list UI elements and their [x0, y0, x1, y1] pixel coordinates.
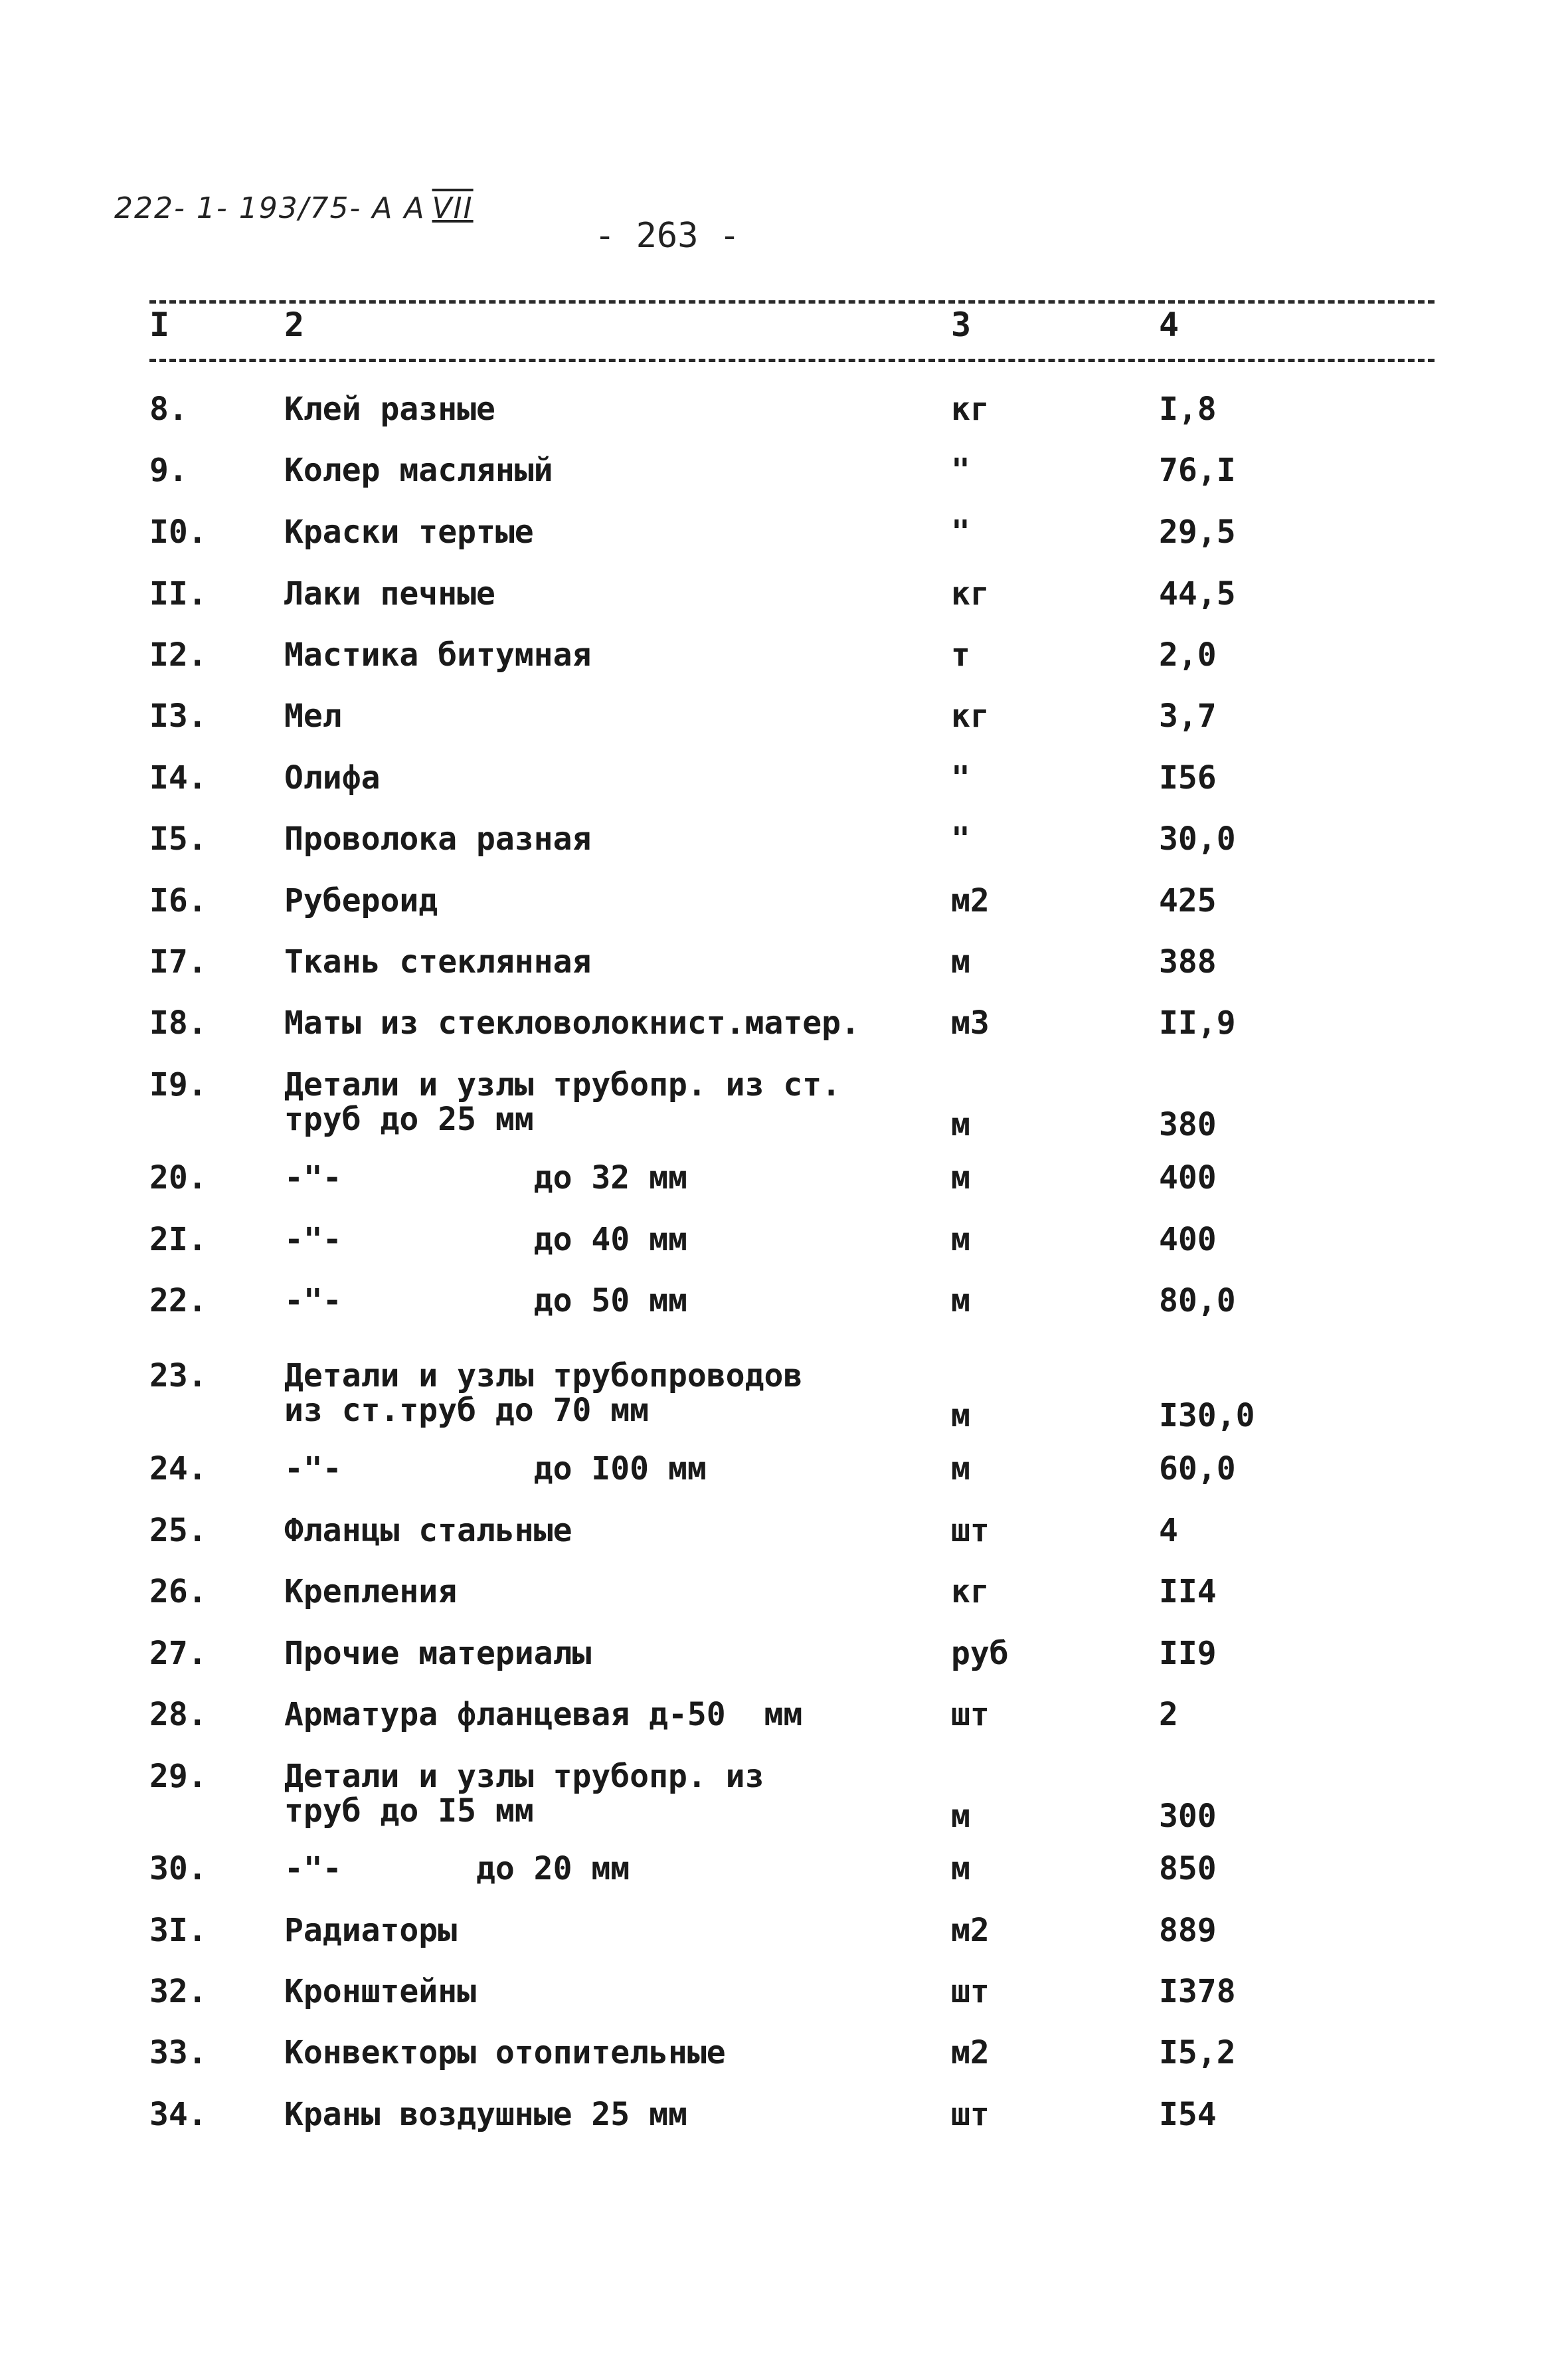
row-number: 8. — [149, 391, 188, 428]
table-top-rule — [149, 300, 1435, 304]
row-number: 29. — [149, 1758, 207, 1795]
row-quantity: 3,7 — [1159, 698, 1217, 735]
row-number: 32. — [149, 1973, 207, 2010]
row-number: 24. — [149, 1450, 207, 1487]
row-quantity: II,9 — [1159, 1004, 1236, 1042]
row-quantity: 300 — [1159, 1798, 1217, 1835]
row-unit: м — [951, 1159, 970, 1196]
row-material-name: Маты из стекловолокнист.матер. — [284, 1004, 860, 1042]
row-unit: " — [951, 759, 970, 797]
row-quantity: 60,0 — [1159, 1450, 1236, 1487]
row-unit: м — [951, 1450, 970, 1487]
row-number: I9. — [149, 1066, 207, 1103]
row-material-name: Олифа — [284, 759, 381, 797]
row-quantity: 30,0 — [1159, 820, 1236, 858]
row-quantity: 400 — [1159, 1159, 1217, 1196]
row-number: 9. — [149, 452, 188, 489]
document-code-roman: VII — [432, 191, 474, 225]
row-material-name: Конвекторы отопительные — [284, 2034, 726, 2071]
row-number: I3. — [149, 698, 207, 735]
row-quantity: 29,5 — [1159, 514, 1236, 551]
row-unit: кг — [951, 1573, 990, 1610]
row-number: I6. — [149, 882, 207, 919]
row-number: 34. — [149, 2096, 207, 2133]
row-material-name: Клей разные — [284, 391, 495, 428]
row-quantity: 425 — [1159, 882, 1217, 919]
row-number: 27. — [149, 1635, 207, 1672]
row-material-name: Детали и узлы трубопр. из ст. труб до 25 мм — [284, 1066, 841, 1138]
row-number: I7. — [149, 943, 207, 981]
row-number: 33. — [149, 2034, 207, 2071]
row-material-name: Краны воздушные 25 мм — [284, 2096, 687, 2133]
row-material-name: -"- до 40 мм — [284, 1221, 687, 1258]
row-material-name: -"- до I00 мм — [284, 1450, 707, 1487]
row-number: 28. — [149, 1696, 207, 1733]
column-header-4: 4 — [1159, 306, 1179, 344]
row-unit: кг — [951, 391, 990, 428]
row-material-name: Краски тертые — [284, 514, 534, 551]
row-unit: м — [951, 1798, 970, 1835]
row-number: I5. — [149, 820, 207, 858]
row-unit: т — [951, 636, 970, 674]
row-quantity: I30,0 — [1159, 1397, 1255, 1434]
column-header-3: 3 — [951, 306, 972, 344]
row-quantity: 388 — [1159, 943, 1217, 981]
row-quantity: 2,0 — [1159, 636, 1217, 674]
row-material-name: Проволока разная — [284, 820, 592, 858]
row-material-name: Радиаторы — [284, 1912, 458, 1949]
row-material-name: Колер масляный — [284, 452, 553, 489]
row-unit: м — [951, 943, 970, 981]
row-quantity: 80,0 — [1159, 1282, 1236, 1319]
column-header-2: 2 — [284, 306, 305, 344]
row-unit: м — [951, 1106, 970, 1143]
row-material-name: Лаки печные — [284, 575, 495, 612]
row-material-name: Кронштейны — [284, 1973, 476, 2010]
document-code — [114, 191, 474, 225]
row-number: 22. — [149, 1282, 207, 1319]
table-header-rule — [149, 359, 1435, 362]
row-number: II. — [149, 575, 207, 612]
row-material-name: Мел — [284, 698, 342, 735]
row-number: 26. — [149, 1573, 207, 1610]
row-quantity: 2 — [1159, 1696, 1178, 1733]
row-number: 3I. — [149, 1912, 207, 1949]
row-unit: кг — [951, 575, 990, 612]
row-unit: м3 — [951, 1004, 990, 1042]
row-material-name: -"- до 20 мм — [284, 1850, 630, 1887]
row-material-name: Крепления — [284, 1573, 458, 1610]
row-number: 2I. — [149, 1221, 207, 1258]
row-quantity: 889 — [1159, 1912, 1217, 1949]
row-quantity: II4 — [1159, 1573, 1217, 1610]
row-number: 20. — [149, 1159, 207, 1196]
row-material-name: Детали и узлы трубопр. из труб до I5 мм — [284, 1758, 764, 1830]
column-header-1: I — [149, 306, 170, 344]
row-quantity: 400 — [1159, 1221, 1217, 1258]
row-unit: м2 — [951, 882, 990, 919]
row-unit: м2 — [951, 1912, 990, 1949]
row-material-name: -"- до 50 мм — [284, 1282, 687, 1319]
page-number: - 263 - — [594, 216, 740, 256]
row-unit: кг — [951, 698, 990, 735]
row-unit: " — [951, 514, 970, 551]
row-material-name: Детали и узлы трубопроводов из ст.труб до 70 мм — [284, 1357, 803, 1429]
row-quantity: 76,I — [1159, 452, 1236, 489]
row-number: I4. — [149, 759, 207, 797]
row-material-name: Ткань стеклянная — [284, 943, 592, 981]
row-number: I2. — [149, 636, 207, 674]
row-quantity: 850 — [1159, 1850, 1217, 1887]
row-unit: шт — [951, 2096, 990, 2133]
row-unit: м — [951, 1850, 970, 1887]
row-quantity: 4 — [1159, 1512, 1178, 1549]
row-number: 23. — [149, 1357, 207, 1394]
row-unit: " — [951, 820, 970, 858]
row-quantity: I5,2 — [1159, 2034, 1236, 2071]
row-unit: м2 — [951, 2034, 990, 2071]
row-number: 30. — [149, 1850, 207, 1887]
row-material-name: Мастика битумная — [284, 636, 592, 674]
document-code-text: 222- 1- 193/75- А А — [114, 191, 426, 225]
row-number: I8. — [149, 1004, 207, 1042]
row-unit: шт — [951, 1696, 990, 1733]
row-material-name: Рубероид — [284, 882, 438, 919]
row-quantity: II9 — [1159, 1635, 1217, 1672]
row-quantity: I,8 — [1159, 391, 1217, 428]
row-material-name: -"- до 32 мм — [284, 1159, 687, 1196]
row-unit: м — [951, 1397, 970, 1434]
row-unit: руб — [951, 1635, 1009, 1672]
row-quantity: I378 — [1159, 1973, 1236, 2010]
row-number: I0. — [149, 514, 207, 551]
row-quantity: 380 — [1159, 1106, 1217, 1143]
row-number: 25. — [149, 1512, 207, 1549]
row-unit: шт — [951, 1973, 990, 2010]
row-quantity: I54 — [1159, 2096, 1217, 2133]
row-unit: м — [951, 1221, 970, 1258]
row-quantity: I56 — [1159, 759, 1217, 797]
row-material-name: Фланцы стальные — [284, 1512, 572, 1549]
row-material-name: Арматура фланцевая д-50 мм — [284, 1696, 803, 1733]
row-unit: " — [951, 452, 970, 489]
row-unit: м — [951, 1282, 970, 1319]
row-quantity: 44,5 — [1159, 575, 1236, 612]
row-unit: шт — [951, 1512, 990, 1549]
row-material-name: Прочие материалы — [284, 1635, 592, 1672]
